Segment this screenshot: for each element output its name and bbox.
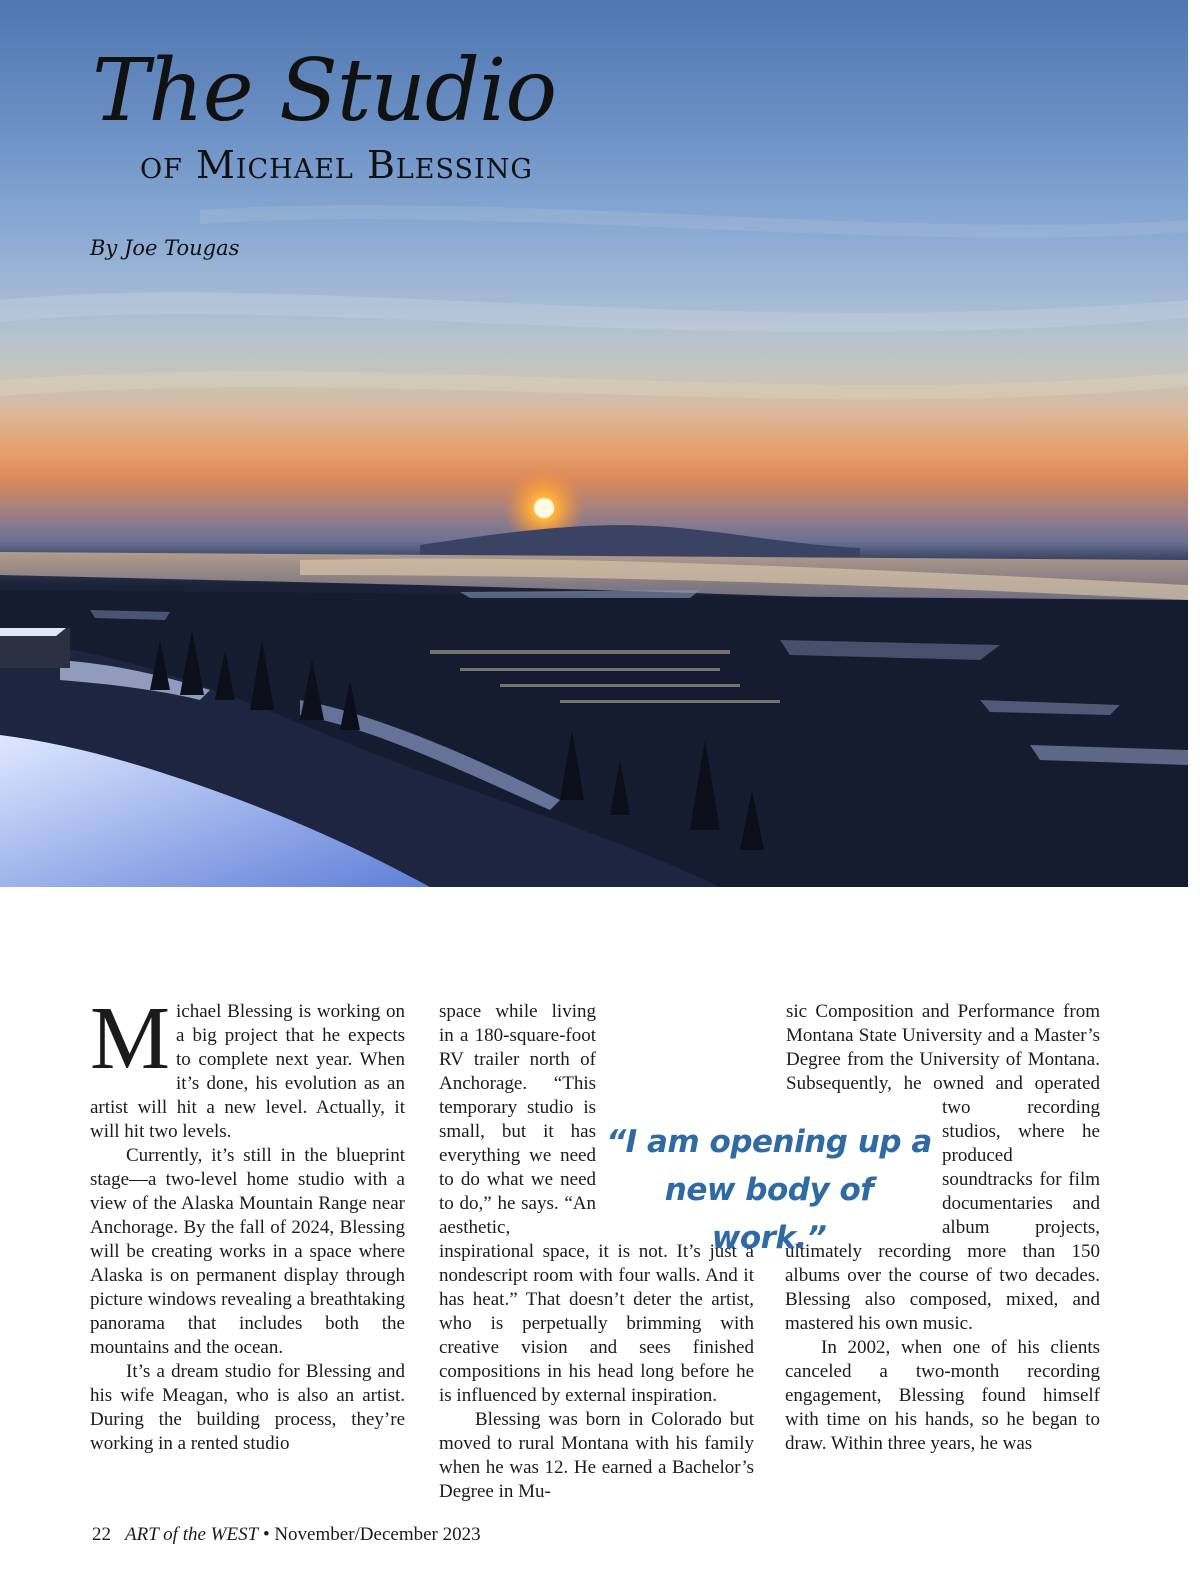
paragraph: In 2002, when one of his clients canceled a two-month recording engagement, Blessing found himself with time on his hands, so he began to draw. Within three years, he was <box>785 1337 1100 1454</box>
article-column-1 <box>90 989 405 1456</box>
pull-quote: “I am opening up a new body of work.” <box>606 1124 932 1256</box>
issue-date: • November/December 2023 <box>262 1524 481 1545</box>
page-number: 22 <box>92 1524 111 1545</box>
magazine-name: ART of the WEST <box>125 1524 259 1545</box>
article-title: The Studio <box>92 41 557 141</box>
paragraph: Blessing was born in Colorado but moved to rural Montana with his family when he was 12. He earned a Bachelor’s Degree in Mu- <box>439 1409 754 1502</box>
byline: By Joe Tougas <box>90 236 240 260</box>
paragraph-text: sic Composition and Performance from Montana State University and a Master’s Degree from the University of Montana. Subsequently, he owned and operated two recording studios, where he produced soundtracks for film documentaries and album projects, ultimately recording more than 150 albums over the course of two decades. Blessing also composed, mixed, and mastered his own music. <box>785 1001 1100 1334</box>
drop-cap: M <box>90 989 171 1088</box>
paragraph: ichael Blessing is working on a big project that he expects to complete next year. When it’s done, his evolution as an artist will hit a new level. Actually, it will hit two levels. <box>90 1001 405 1142</box>
paragraph-text: space while living in a 180-square-foot RV trailer north of Anchorage. “This temporary studio is small, but it has everything we need to do what we need to do,” he says. “An aesthetic, inspirational space, it is not. It’s just a nondescript room with four walls. And it has heat.” That doesn’t deter the artist, who is perpetually brimming with creative vision and sees finished compositions in his head long before he is influenced by external inspiration. <box>439 1001 754 1406</box>
page-footer <box>92 1524 481 1546</box>
paragraph: Currently, it’s still in the blueprint stage—a two-level home studio with a view of the Alaska Mountain Range near Anchorage. By the fall of 2024, Blessing will be creating works in a space where Alaska is on permanent display through picture windows revealing a breathtaking panorama that includes both the mountains and the ocean. <box>90 1145 405 1358</box>
paragraph: It’s a dream studio for Blessing and his wife Meagan, who is also an artist. During the building process, they’re working in a rented studio <box>90 1361 405 1454</box>
article-subtitle: of Michael Blessing <box>140 143 533 187</box>
